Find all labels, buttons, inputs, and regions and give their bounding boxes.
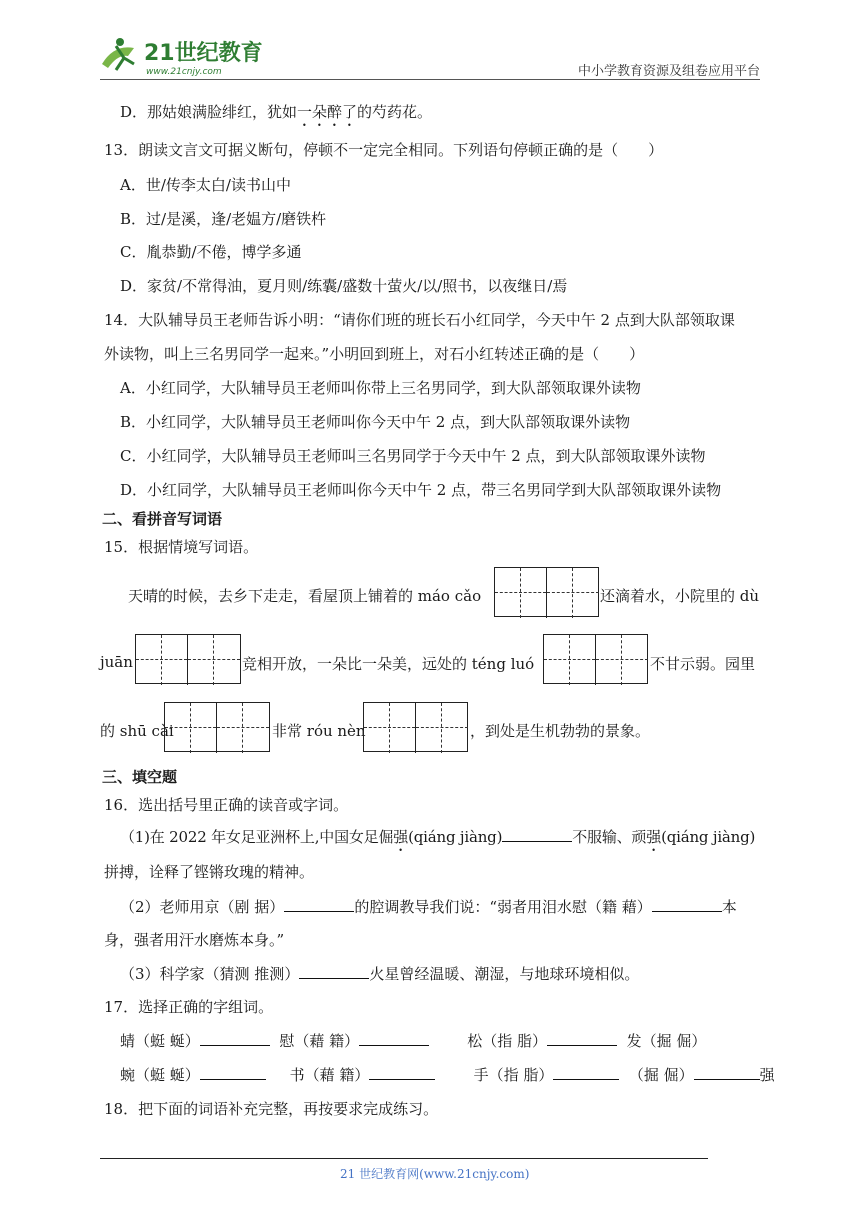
q13-option-c: C．胤恭勤/不倦，博学多通 bbox=[120, 243, 302, 261]
q15-stem: 15．根据情境写词语。 bbox=[104, 538, 259, 556]
q15-text-3b: 非常 róu nèn bbox=[272, 722, 366, 740]
q17-row1: 蜻（蜓 蜒） 慰（藉 籍） 松（指 脂） 发（掘 倔） bbox=[120, 1032, 707, 1050]
q14-stem-line1: 14．大队辅导员王老师告诉小明：“请你们班的班长石小红同学，今天中午 2 点到大队部领取课 bbox=[104, 311, 735, 329]
q18-stem: 18．把下面的词语补充完整，再按要求完成练习。 bbox=[104, 1100, 439, 1118]
answer-blank[interactable] bbox=[547, 1031, 617, 1046]
site-logo bbox=[94, 34, 264, 80]
q16-stem: 16．选出括号里正确的读音或字词。 bbox=[104, 796, 349, 814]
section-2-title: 二、看拼音写词语 bbox=[102, 510, 223, 528]
q16-part3: （3）科学家（猜测 推测） 火星曾经温暖、潮湿，与地球环境相似。 bbox=[120, 965, 640, 983]
answer-blank[interactable] bbox=[553, 1065, 619, 1080]
svg-text:21世纪教育: 21世纪教育 bbox=[144, 41, 263, 66]
q16-part1-line1: （1)在 2022 年女足亚洲杯上,中国女足倔强(qiáng jiàng) 不服输、顽强(qiáng jiàng) bbox=[120, 828, 756, 846]
answer-blank[interactable] bbox=[200, 1031, 270, 1046]
writing-grid-dujuan[interactable] bbox=[135, 634, 241, 684]
q13-option-d: D．家贫/不常得油，夏月则/练囊/盛数十萤火/以/照书，以夜继日/焉 bbox=[120, 277, 568, 295]
answer-blank[interactable] bbox=[200, 1065, 266, 1080]
q14-option-b: B．小红同学，大队辅导员王老师叫你今天中午 2 点，到大队部领取课外读物 bbox=[120, 413, 631, 431]
q17-row2: 蜿（蜓 蜒） 书（藉 籍） 手（指 脂） （掘 倔） 强 bbox=[120, 1066, 775, 1084]
footer-link[interactable]: 21 世纪教育网(www.21cnjy.com) bbox=[340, 1167, 530, 1181]
answer-blank[interactable] bbox=[299, 964, 369, 979]
answer-blank[interactable] bbox=[284, 897, 354, 912]
header-divider bbox=[100, 79, 760, 80]
q12-option-d: D．那姑娘满脸绯红，犹如一朵醉了的芍药花。 bbox=[120, 103, 433, 121]
q14-option-a: A．小红同学，大队辅导员王老师叫你带上三名男同学，到大队部领取课外读物 bbox=[120, 379, 641, 397]
q15-text-3a: 的 shū cài bbox=[100, 722, 174, 740]
answer-blank[interactable] bbox=[652, 897, 722, 912]
q16-part2-line2: 身，强者用汗水磨炼本身。” bbox=[104, 931, 285, 949]
answer-blank[interactable] bbox=[502, 827, 572, 842]
q14-option-c: C．小红同学，大队辅导员王老师叫三名男同学于今天中午 2 点，到大队部领取课外读物 bbox=[120, 447, 706, 465]
q17-stem: 17．选择正确的字组词。 bbox=[104, 998, 274, 1016]
footer-divider bbox=[100, 1158, 708, 1159]
q15-text-2a: juān bbox=[100, 653, 133, 671]
q13-stem: 13．朗读文言文可据义断句，停顿不一定完全相同。下列语句停顿正确的是（ ） bbox=[104, 141, 664, 159]
platform-name: 中小学教育资源及组卷应用平台 bbox=[577, 64, 760, 79]
q13-option-a: A．世/传李太白/读书山中 bbox=[120, 176, 291, 194]
answer-blank[interactable] bbox=[359, 1031, 429, 1046]
q14-option-d: D．小红同学，大队辅导员王老师叫你今天中午 2 点，带三名男同学到大队部领取课外读物 bbox=[120, 481, 722, 499]
q15-text-3c: ，到处是生机勃勃的景象。 bbox=[470, 722, 651, 740]
answer-blank[interactable] bbox=[369, 1065, 435, 1080]
q16-part2-line1: （2）老师用京（剧 据） 的腔调教导我们说：“弱者用泪水慰（籍 藉） 本 bbox=[120, 898, 737, 916]
q14-stem-line2: 外读物，叫上三名男同学一起来。”小明回到班上，对石小红转述正确的是（ ） bbox=[104, 345, 645, 363]
writing-grid-rounen[interactable] bbox=[363, 702, 468, 752]
writing-grid-shucai[interactable] bbox=[164, 702, 270, 752]
writing-grid-tengluo[interactable] bbox=[543, 634, 648, 684]
q13-option-b: B．过/是溪，逢/老媪方/磨铁杵 bbox=[120, 210, 327, 228]
q16-part1-line2: 拼搏，诠释了铿锵玫瑰的精神。 bbox=[104, 863, 315, 881]
q15-text-2b: 竞相开放，一朵比一朵美，远处的 téng luó bbox=[242, 655, 535, 673]
q15-text-1a: 天晴的时候，去乡下走走，看屋顶上铺着的 máo cǎo bbox=[128, 587, 482, 605]
svg-text:www.21cnjy.com: www.21cnjy.com bbox=[146, 67, 222, 77]
runner-icon bbox=[102, 38, 134, 70]
section-3-title: 三、填空题 bbox=[102, 768, 178, 786]
q15-text-2c: 不甘示弱。园里 bbox=[650, 655, 756, 673]
writing-grid-maocao[interactable] bbox=[494, 567, 599, 617]
q15-text-1b: 还滴着水，小院里的 dù bbox=[600, 587, 760, 605]
answer-blank[interactable] bbox=[694, 1065, 760, 1080]
